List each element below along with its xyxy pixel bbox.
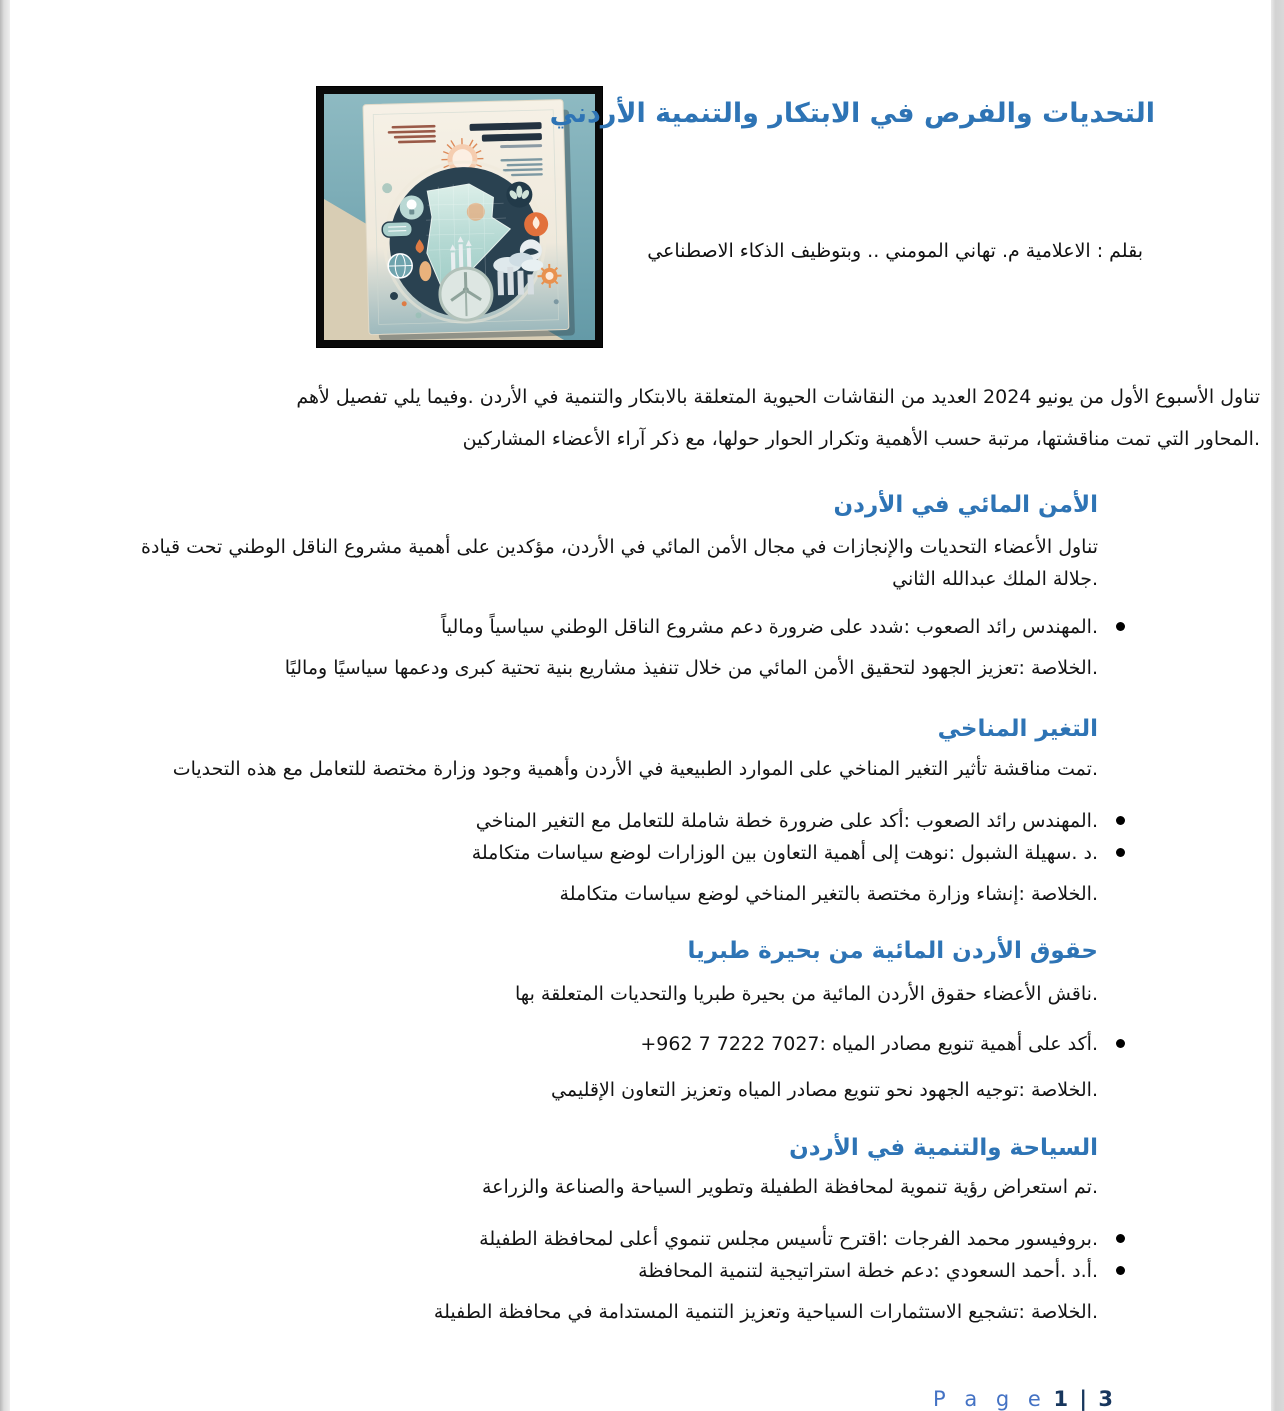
bullet-item (472, 838, 1098, 868)
summary-water-security: .الخلاصة :تعزيز الجهود لتحقيق الأمن المائي من خلال تنفيذ مشاريع بنية تحتية كبرى ودعمها سياسيًا وماليًا (284, 657, 1098, 679)
bullet-text: .بروفيسور محمد الفرجات :اقترح تأسيس مجلس تنموي أعلى لمحافظة الطفيلة (479, 1228, 1098, 1250)
intro-paragraph (296, 376, 1260, 460)
wind-turbine-icon (439, 267, 492, 320)
section-body-climate: .تمت مناقشة تأثير التغير المناخي على الموارد الطبيعية في الأردن وأهمية وجود وزارة مختصة للتعامل مع هذه التحديات (172, 758, 1098, 780)
page-title: التحديات والفرص في الابتكار والتنمية الأردني (549, 98, 1155, 129)
intro-line: .المحاور التي تمت مناقشتها، مرتبة حسب الأهمية وتكرار الحوار حولها، مع ذكر آراء الأعضاء المشاركين (462, 428, 1260, 450)
section-body-water-rights: .ناقش الأعضاء حقوق الأردن المائية من بحيرة طبريا والتحديات المتعلقة بها (515, 983, 1098, 1005)
book (363, 100, 569, 335)
page-left-edge (0, 0, 10, 1411)
body-line: تناول الأعضاء التحديات والإنجازات في مجال الأمن المائي في الأردن، مؤكدين على أهمية مشروع الناقل الوطني تحت قيادة (141, 536, 1098, 558)
bullet-text: .المهندس رائد الصعوب :شدد على ضرورة دعم مشروع الناقل الوطني سياسياً ومالياً (441, 616, 1098, 638)
bullet-text: .المهندس رائد الصعوب :أكد على ضرورة خطة شاملة للتعامل مع التغير المناخي (475, 810, 1098, 832)
water-tank-icon (382, 221, 412, 237)
bullet-text: .أكد على أهمية تنويع مصادر المياه : (819, 1033, 1098, 1055)
bullet-marker-icon (1116, 622, 1125, 631)
footer-page-number: 1 | 3 (1053, 1387, 1116, 1411)
footer-page-label: P a g e (933, 1387, 1047, 1411)
section-heading-water-security: الأمن المائي في الأردن (833, 492, 1098, 518)
bullet-marker-icon (1116, 848, 1125, 857)
bullet-marker-icon (1116, 1039, 1125, 1048)
bullet-item (441, 612, 1098, 642)
body-line: .جلالة الملك عبدالله الثاني (892, 568, 1098, 590)
section-heading-water-rights: حقوق الأردن المائية من بحيرة طبريا (687, 938, 1098, 964)
bullet-item (638, 1256, 1098, 1286)
bullet-marker-icon (1116, 1266, 1125, 1275)
bullet-item (479, 1224, 1098, 1254)
globe-icon (388, 254, 413, 279)
intro-line: تناول الأسبوع الأول من يونيو 2024 العديد من النقاشات الحيوية المتعلقة بالابتكار والتنمية في الأردن .وفيما يلي تفصيل لأهم (296, 386, 1260, 408)
phone-number: +962 7 7222 7027 (640, 1033, 820, 1055)
byline: بقلم : الاعلامية م. تهاني المومني .. وبتوظيف الذكاء الاصطناعي (647, 240, 1143, 262)
page-right-edge (1271, 0, 1284, 1411)
page-footer (933, 1387, 1115, 1411)
section-heading-climate: التغير المناخي (937, 716, 1098, 742)
bullet-text: .د .سهيلة الشبول :نوهت إلى أهمية التعاون بين الوزارات لوضع سياسات متكاملة (471, 842, 1098, 864)
bullet-item (476, 806, 1098, 836)
bullet-marker-icon (1116, 1234, 1125, 1243)
summary-water-rights: .الخلاصة :توجيه الجهود نحو تنويع مصادر المياه وتعزيز التعاون الإقليمي (551, 1079, 1098, 1101)
section-body-water-security (141, 531, 1098, 595)
bullet-text: .أ.د .أحمد السعودي :دعم خطة استراتيجية لتنمية المحافظة (638, 1260, 1098, 1282)
section-body-tourism: .تم استعراض رؤية تنموية لمحافظة الطفيلة وتطوير السياحة والصناعة والزراعة (481, 1176, 1098, 1198)
bullet-item (640, 1029, 1098, 1059)
section-heading-tourism: السياحة والتنمية في الأردن (789, 1135, 1098, 1161)
bullet-marker-icon (1116, 816, 1125, 825)
summary-tourism: .الخلاصة :تشجيع الاستثمارات السياحية وتعزيز التنمية المستدامة في محافظة الطفيلة (433, 1301, 1098, 1323)
book-cover-art (324, 94, 595, 340)
summary-climate: .الخلاصة :إنشاء وزارة مختصة بالتغير المناخي لوضع سياسات متكاملة (559, 883, 1098, 905)
